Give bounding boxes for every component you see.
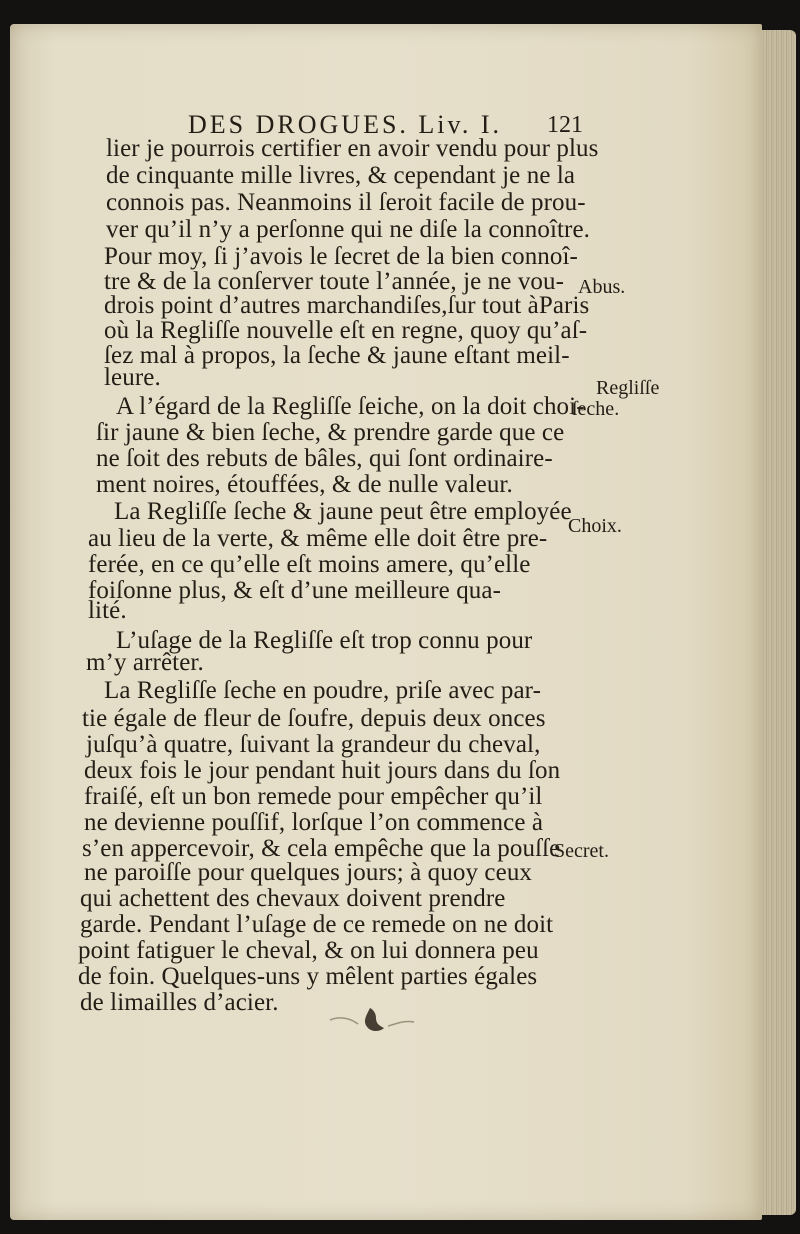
- text-line: de cinquante mille livres, & cependant je ne la: [106, 162, 576, 189]
- text-line: ne paroiſſe pour quelques jours; à quoy ceux: [84, 859, 533, 886]
- text-line: ne ſoit des rebuts de bâles, qui ſont ordinaire-: [96, 445, 553, 472]
- text-line: tie égale de fleur de ſoufre, depuis deux onces: [82, 705, 546, 732]
- text-line: Pour moy, ſi j’avois le ſecret de la bien connoî-: [104, 243, 578, 270]
- margin-note-abus: Abus.: [578, 276, 626, 298]
- margin-note-secret: Secret.: [554, 840, 609, 862]
- text-line: ver qu’il n’y a perſonne qui ne diſe la connoître.: [106, 216, 591, 243]
- text-line: lité.: [88, 597, 127, 624]
- page-number: 121: [547, 112, 583, 138]
- text-line: ſez mal à propos, la ſeche & jaune eſtant meil-: [104, 342, 570, 369]
- printers-ornament-icon: [322, 1002, 422, 1036]
- text-line: tre & de la conſerver toute l’année, je ne vou-: [104, 268, 565, 295]
- text-line: A l’égard de la Regliſſe ſeiche, on la doit choi-: [116, 393, 585, 420]
- text-line: La Regliſſe ſeche en poudre, priſe avec par-: [104, 677, 542, 704]
- page-fore-edge: [762, 30, 796, 1215]
- text-line: juſqu’à quatre, ſuivant la grandeur du cheval,: [86, 731, 541, 758]
- text-line: point fatiguer le cheval, & on lui donnera peu: [78, 937, 539, 964]
- text-line: s’en appercevoir, & cela empêche que la pouſſe: [82, 835, 561, 862]
- text-line: garde. Pendant l’uſage de ce remede on ne doit: [80, 911, 554, 938]
- text-line: au lieu de la verte, & même elle doit être pre-: [88, 525, 548, 552]
- margin-note-choix: Choix.: [568, 515, 622, 537]
- margin-note-seche: ſeche.: [572, 398, 620, 420]
- text-line: ne devienne pouſſif, lorſque l’on commence à: [84, 809, 544, 836]
- text-line: m’y arrêter.: [86, 649, 204, 676]
- text-line: ſir jaune & bien ſeche, & prendre garde que ce: [96, 419, 565, 446]
- text-line: connois pas. Neanmoins il ſeroit facile de prou-: [106, 189, 586, 216]
- text-line: drois point d’autres marchandiſes,ſur tout àParis: [104, 292, 590, 319]
- text-line: ment noires, étouffées, & de nulle valeur.: [96, 471, 513, 498]
- text-line: L’uſage de la Regliſſe eſt trop connu pour: [116, 627, 533, 654]
- text-line: lier je pourrois certifier en avoir vendu pour plus: [106, 135, 599, 162]
- text-line: de limailles d’acier.: [80, 989, 279, 1016]
- text-line: foiſonne plus, & eſt d’une meilleure qua-: [88, 577, 502, 604]
- text-line: La Regliſſe ſeche & jaune peut être employée: [114, 498, 572, 525]
- text-line: de foin. Quelques-uns y mêlent parties égales: [78, 963, 538, 990]
- text-line: deux fois le jour pendant huit jours dans du ſon: [84, 757, 561, 784]
- running-title: DES DROGUES. Liv. I.: [188, 110, 502, 139]
- text-line: fraiſé, eſt un bon remede pour empêcher qu’il: [84, 783, 543, 810]
- margin-note-reglisse: Regliſſe: [596, 377, 660, 399]
- text-line: qui achettent des chevaux doivent prendre: [80, 885, 506, 912]
- text-line: ferée, en ce qu’elle eſt moins amere, qu’elle: [88, 551, 531, 578]
- text-line: où la Regliſſe nouvelle eſt en regne, quoy qu’aſ-: [104, 317, 588, 344]
- text-line: leure.: [104, 364, 161, 391]
